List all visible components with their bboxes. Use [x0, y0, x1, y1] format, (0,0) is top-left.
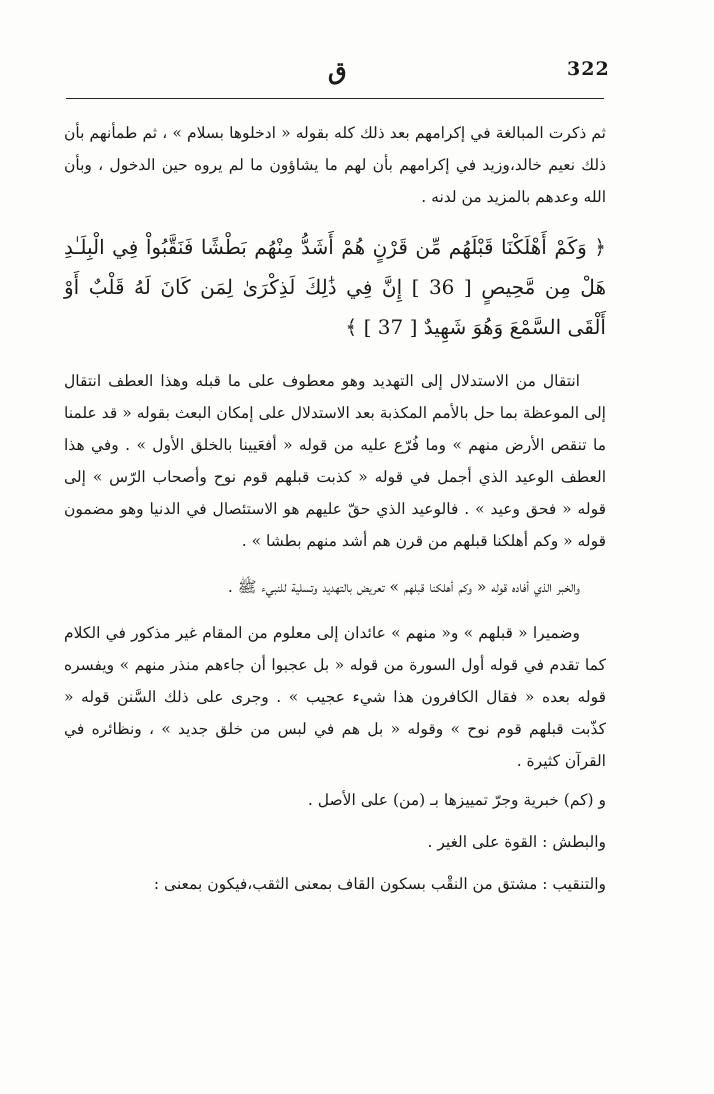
- header-divider: [66, 98, 604, 99]
- surah-name: ق: [328, 56, 347, 85]
- commentary-paragraph: والخبر الذي أفاده قوله « وكم أهلكنا قبلهم » تعريض بالتهديد وتسلية للنبيء ﷺ .: [227, 578, 580, 596]
- definition-line: والتنقيب : مشتق من النقْب بسكون القاف بمعنى الثقب،فيكون بمعنى :: [153, 875, 606, 893]
- commentary-paragraph: انتقال من الاستدلال إلى التهديد وهو معطوف على ما قبله وهذا العطف انتقال إلى الموعظة بما حل بالأمم المكذبة بعد الاستدلال على إمكان البعث بقوله « قد علمنا ما تنقص الأرض منهم » وما فُرّع عليه من قوله « أفعَيينا بالخلق الأول » . وفي هذا العطف الوعيد الذي أجمل في قوله « كذبت قبلهم قوم نوح وأصحاب الرّس » إلى قوله « فحق وعيد » . فالوعيد الذي حقّ عليهم هو الاستئصال في الدنيا وهو مضمون قوله « وكم أهلكنا قبلهم من قرن هم أشد منهم بطشا » .: [64, 372, 606, 550]
- commentary-paragraph: وضميرا « قبلهم » و« منهم » عائدان إلى معلوم من المقام غير مذكور في الكلام كما تقدم في قوله أول السورة من قوله « بل عجبوا أن جاءهم منذر منهم » ويفسره قوله بعده « فقال الكافرون هذا شيء عجيب » . وجرى على ذلك السَّنن قوله « كذّبت قبلهم قوم نوح » وقوله « بل هم في لبس من خلق جديد » ، ونظائره في القرآن كثيرة .: [64, 624, 606, 770]
- definition-line: و (كم) خبرية وجرّ تمييزها بـ (من) على الأصل .: [307, 791, 606, 809]
- page-body: [64, 117, 606, 903]
- definition-line: والبطش : القوة على الغير .: [427, 833, 606, 851]
- intro-paragraph: ثم ذكرت المبالغة في إكرامهم بعد ذلك كله بقوله « ادخلوها بسلام » ، ثم طمأنهم بأن ذلك نعيم خالد،وزيد في إكرامهم بأن لهم ما يشاؤون ما لم يروه حين الدخول ، وبأن الله وعدهم بالمزيد من لدنه .: [64, 124, 606, 206]
- page-number: 322: [567, 58, 610, 80]
- quran-verse: ﴿ وَكَمْ أَهْلَكْنَا قَبْلَهُم مِّن قَرْنٍ هُمْ أَشَدُّ مِنْهُم بَطْشًا فَنَقَّبُواْ فِي الْبِلَـٰدِ هَلْ مِن مَّحِيصٍ [ 36 ] إِنَّ فِي ذَٰلِكَ لَذِكْرَىٰ لِمَن كَانَ لَهُ قَلْبٌ أَوْ أَلْقَى السَّمْعَ وَهُوَ شَهِيدٌ [ 37 ] ﴾: [64, 235, 606, 339]
- page-header: [70, 56, 610, 94]
